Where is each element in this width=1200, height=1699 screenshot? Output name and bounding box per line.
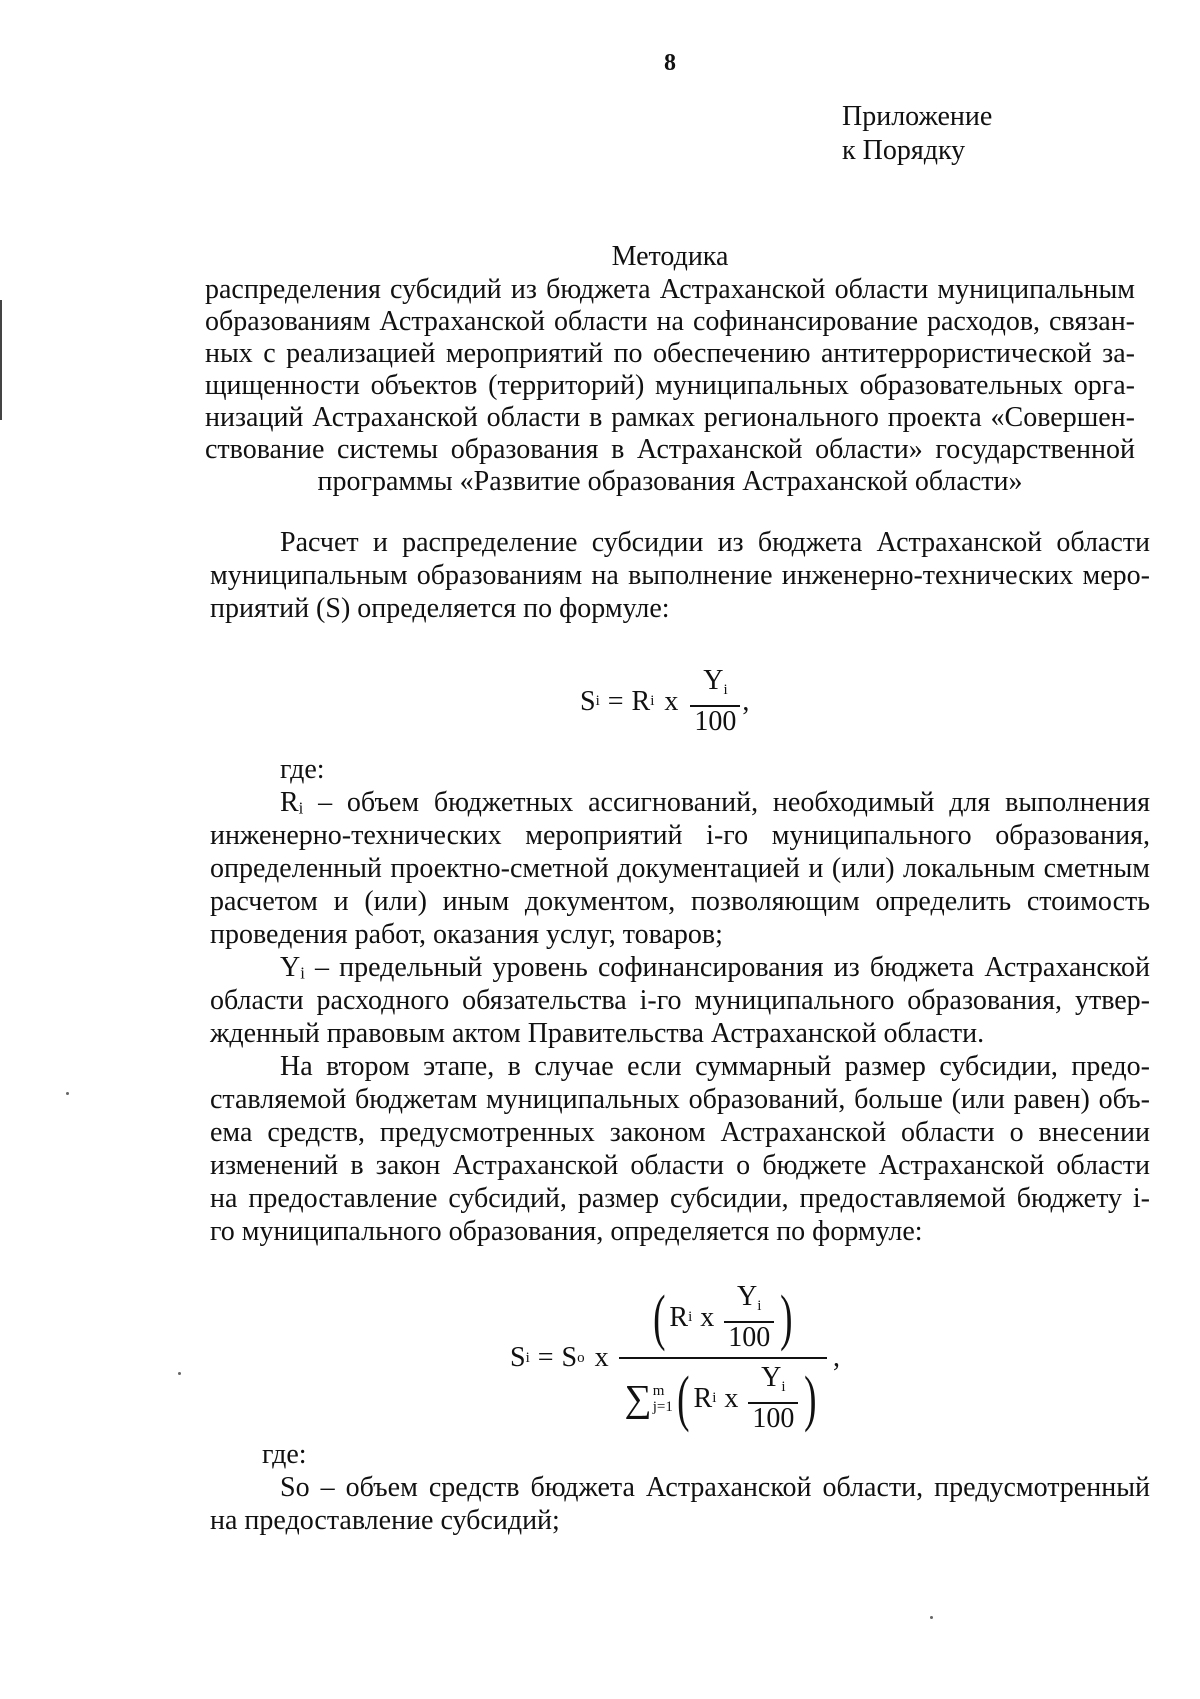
fraction-numerator — [757, 1363, 789, 1402]
title-line: образованиям Астраханской области на софинансирование расходов, связан- — [205, 306, 1135, 337]
scan-speck — [66, 1092, 69, 1095]
where-label: где: — [280, 754, 325, 785]
sum-limits — [653, 1383, 673, 1415]
sum-lower-limit: j=1 — [652, 1398, 673, 1415]
appendix-line-2: к Порядку — [842, 135, 966, 166]
title-line: программы «Развитие образования Астраханской области» — [317, 466, 1023, 497]
formula-symbol: S — [510, 1342, 526, 1373]
formula-2 — [510, 1282, 840, 1434]
appendix-heading — [842, 100, 992, 168]
intro-line: муниципальным образованиям на выполнение инженерно-технических меро- — [210, 560, 1150, 591]
formula-subscript: i — [595, 693, 600, 709]
formula-subscript: i — [723, 682, 728, 698]
big-fraction-denominator — [619, 1357, 827, 1434]
formula-times: x — [724, 1382, 739, 1414]
intro-line: Расчет и распределение субсидии из бюджета Астраханской области — [280, 527, 1150, 558]
definition-so-line: на предоставление субсидий; — [210, 1505, 560, 1536]
definition-r-line: проведения работ, оказания услуг, товаров; — [210, 919, 723, 950]
formula-subscript: i — [781, 1379, 786, 1395]
left-parenthesis: ( — [676, 1364, 690, 1433]
title-line: ствование системы образования в Астраханской области» государственной — [205, 434, 1135, 465]
formula-symbol: R — [669, 1301, 689, 1333]
formula-times: x — [700, 1301, 715, 1333]
definition-so-line: So – объем средств бюджета Астраханской области, предусмотренный — [280, 1472, 1150, 1503]
right-parenthesis: ) — [804, 1364, 817, 1433]
document-title — [205, 240, 1135, 498]
formula-subscript: i — [688, 1309, 693, 1325]
fraction-denominator: 100 — [690, 705, 740, 737]
sum-sign: ∑ — [624, 1377, 652, 1420]
stage2-line: На втором этапе, в случае если суммарный размер субсидии, предо- — [280, 1051, 1150, 1082]
stage2-line: ставляемой бюджетам муниципальных образований, больше (или равен) объ- — [210, 1084, 1150, 1115]
stage2-line: на предоставление субсидий, размер субсидии, предоставляемой бюджету i- — [210, 1183, 1150, 1214]
definition-r-line: инженерно-технических мероприятий i-го муниципального образования, — [210, 820, 1150, 851]
formula-equals: = — [607, 685, 624, 717]
left-parenthesis: ( — [652, 1283, 666, 1352]
fraction-denominator: 100 — [724, 1321, 774, 1353]
sum-upper-limit: m — [652, 1382, 665, 1399]
title-line: распределения субсидий из бюджета Астраханской области муниципальным — [205, 274, 1135, 305]
definition-y-line: области расходного обязательства i-го муниципального образования, утвер- — [210, 985, 1150, 1016]
formula-fraction — [690, 666, 740, 737]
scan-edge-mark — [0, 300, 2, 420]
formula-comma: , — [742, 685, 750, 717]
page-number: 8 — [664, 50, 676, 76]
formula-symbol: Y — [761, 1362, 782, 1393]
formula-symbol: Y — [703, 665, 724, 696]
stage2-line: го муниципального образования, определяется по формуле: — [210, 1216, 923, 1247]
right-parenthesis: ) — [780, 1283, 793, 1352]
formula-subscript: i — [650, 693, 655, 709]
definition-r-line: Rᵢ – объем бюджетных ассигнований, необходимый для выполнения — [280, 787, 1150, 818]
title-line: низаций Астраханской области в рамках регионального проекта «Совершен- — [205, 402, 1135, 433]
stage2-line: ема средств, предусмотренных законом Астраханской области о внесении — [210, 1117, 1150, 1148]
formula-comma: , — [833, 1342, 841, 1373]
scan-speck — [930, 1616, 933, 1619]
definition-y-line: Yᵢ – предельный уровень софинансирования из бюджета Астраханской — [280, 952, 1150, 983]
formula-symbol: Y — [737, 1281, 758, 1312]
formula-symbol: S — [580, 685, 596, 717]
definition-y-line: жденный правовым актом Правительства Астраханской области. — [210, 1018, 985, 1049]
big-fraction-numerator — [643, 1282, 803, 1357]
formula-big-fraction — [619, 1282, 827, 1434]
formula-equals: = — [537, 1342, 554, 1373]
stage2-line: изменений в закон Астраханской области о бюджете Астраханской области — [210, 1150, 1150, 1181]
formula-times: x — [664, 685, 679, 717]
fraction-numerator — [733, 1282, 765, 1321]
title-subtitle — [205, 274, 1135, 498]
formula-symbol: S — [561, 1342, 578, 1373]
formula-fraction — [724, 1282, 774, 1353]
where-label: где: — [262, 1439, 307, 1470]
formula-fraction — [748, 1363, 798, 1434]
formula-times: x — [594, 1342, 609, 1373]
title-line: ных с реализацией мероприятий по обеспечению антитеррористической за- — [205, 338, 1135, 369]
title-line: щищенности объектов (территорий) муниципальных образовательных орга- — [205, 370, 1135, 401]
formula-subscript: i — [757, 1298, 762, 1314]
fraction-numerator — [699, 666, 731, 705]
formula-subscript: i — [525, 1349, 530, 1366]
intro-line: приятий (S) определяется по формуле: — [210, 593, 670, 624]
formula-subscript: o — [577, 1349, 585, 1366]
definition-r-line: расчетом и (или) иным документом, позволяющим определить стоимость — [210, 886, 1150, 917]
formula-1 — [580, 666, 749, 737]
formula-symbol: R — [631, 685, 651, 717]
appendix-line-1: Приложение — [842, 101, 993, 132]
definition-r-line: определенный проектно-сметной документацией и (или) локальным сметным — [210, 853, 1150, 884]
scan-speck — [178, 1372, 181, 1375]
formula-subscript: i — [712, 1390, 717, 1406]
title-heading: Методика — [611, 241, 729, 272]
fraction-denominator: 100 — [748, 1402, 798, 1434]
formula-symbol: R — [693, 1382, 713, 1414]
